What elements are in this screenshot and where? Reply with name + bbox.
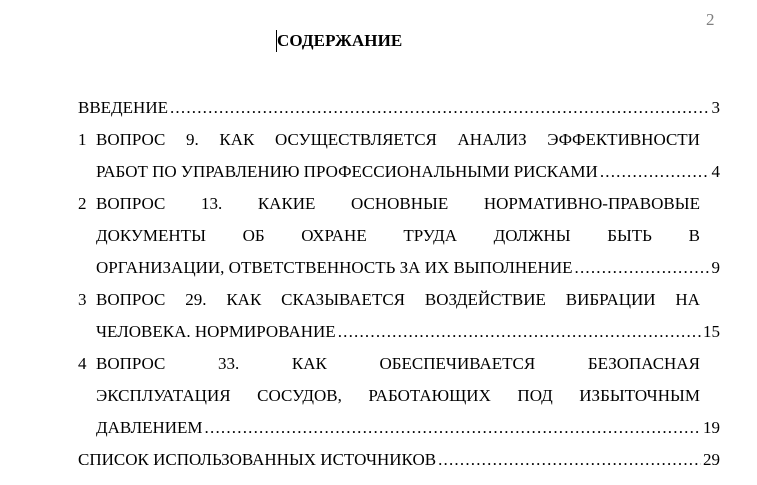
toc-word: ВОПРОС [96,354,166,373]
toc-word: СКАЗЫВАЕТСЯ [281,290,406,309]
dot-leader [170,92,710,124]
toc-page-number[interactable]: 15 [703,322,720,341]
toc-entry-title[interactable]: ВВЕДЕНИЕ [78,98,168,117]
toc-leader-line [96,156,720,188]
toc-word: БЕЗОПАСНАЯ [587,354,700,373]
toc-entry[interactable] [78,284,720,348]
toc-justified-line [96,348,720,380]
toc-word: ТРУДА [403,226,457,245]
toc-line [78,252,720,284]
toc-word: ДОКУМЕНТЫ [96,226,206,245]
page-title: СОДЕРЖАНИЕ [277,31,403,50]
toc-word: КАК [226,290,262,309]
toc-page-number[interactable]: 29 [703,450,720,469]
toc-entry[interactable] [78,92,720,124]
toc-word: КАКИЕ [257,194,316,213]
toc-entry[interactable] [78,124,720,188]
dot-leader [338,316,701,348]
dot-leader [438,444,701,476]
toc-entry[interactable] [78,188,720,284]
toc-page-number[interactable]: 3 [711,98,720,117]
toc-word: 33. [218,354,240,373]
toc-word: НОРМАТИВНО-ПРАВОВЫЕ [483,194,700,213]
table-of-contents [78,92,720,476]
toc-word: ВОПРОС [96,130,166,149]
toc-line [78,348,720,380]
dot-leader [205,412,701,444]
toc-word: ИЗБЫТОЧНЫМ [579,386,700,405]
toc-line [78,444,720,476]
toc-leader-line [78,92,720,124]
toc-page-number[interactable]: 4 [711,162,720,181]
dot-leader [575,252,710,284]
toc-line [78,220,720,252]
toc-entry-number: 4 [78,354,87,373]
toc-line [78,284,720,316]
toc-leader-line [96,252,720,284]
toc-word: ОБ [242,226,265,245]
toc-justified-line [96,284,720,316]
toc-justified-line [96,220,720,252]
toc-word: В [688,226,700,245]
toc-justified-line [96,188,720,220]
toc-word: ЭКСПЛУАТАЦИЯ [96,386,231,405]
toc-entry[interactable] [78,444,720,476]
toc-word: ОСУЩЕСТВЛЯЕТСЯ [274,130,437,149]
toc-word: РАБОТАЮЩИХ [368,386,491,405]
dot-leader [600,156,710,188]
toc-leader-line [96,412,720,444]
toc-line [78,380,720,412]
toc-word: 29. [185,290,207,309]
toc-word: БЫТЬ [607,226,652,245]
toc-line [78,412,720,444]
toc-word: АНАЛИЗ [457,130,527,149]
toc-line [78,316,720,348]
toc-entry-title[interactable]: ДАВЛЕНИЕМ [96,418,203,437]
toc-line [78,156,720,188]
toc-word: ВОЗДЕЙСТВИЕ [424,290,546,309]
toc-word: КАК [291,354,327,373]
toc-word: ПОД [517,386,553,405]
toc-entry[interactable] [78,348,720,444]
toc-word: 9. [186,130,199,149]
toc-word: ОБЕСПЕЧИВАЕТСЯ [379,354,536,373]
toc-justified-line [96,124,720,156]
toc-word: НА [675,290,700,309]
toc-entry-number: 3 [78,290,87,309]
toc-entry-number: 2 [78,194,87,213]
toc-page-number[interactable]: 19 [703,418,720,437]
toc-word: ВОПРОС [96,290,166,309]
toc-word: ВИБРАЦИИ [565,290,656,309]
toc-word: КАК [219,130,255,149]
toc-entry-title[interactable]: ЧЕЛОВЕКА. НОРМИРОВАНИЕ [96,322,336,341]
page-number: 2 [706,10,715,29]
toc-line [78,124,720,156]
toc-line [78,92,720,124]
toc-word: ОСНОВНЫЕ [351,194,449,213]
toc-word: ВОПРОС [96,194,166,213]
toc-word: ОХРАНЕ [301,226,367,245]
toc-leader-line [78,444,720,476]
toc-word: 13. [200,194,223,213]
toc-word: СОСУДОВ, [257,386,342,405]
toc-word: ЭФФЕКТИВНОСТИ [547,130,700,149]
toc-entry-title[interactable]: ОРГАНИЗАЦИИ, ОТВЕТСТВЕННОСТЬ ЗА ИХ ВЫПОЛНЕНИЕ [96,258,573,277]
toc-justified-line [96,380,720,412]
toc-entry-title[interactable]: РАБОТ ПО УПРАВЛЕНИЮ ПРОФЕССИОНАЛЬНЫМИ РИСКАМИ [96,162,598,181]
toc-line [78,188,720,220]
toc-entry-title[interactable]: СПИСОК ИСПОЛЬЗОВАННЫХ ИСТОЧНИКОВ [78,450,437,469]
toc-leader-line [96,316,720,348]
toc-word: ДОЛЖНЫ [493,226,571,245]
toc-page-number[interactable]: 9 [711,258,720,277]
toc-entry-number: 1 [78,130,87,149]
